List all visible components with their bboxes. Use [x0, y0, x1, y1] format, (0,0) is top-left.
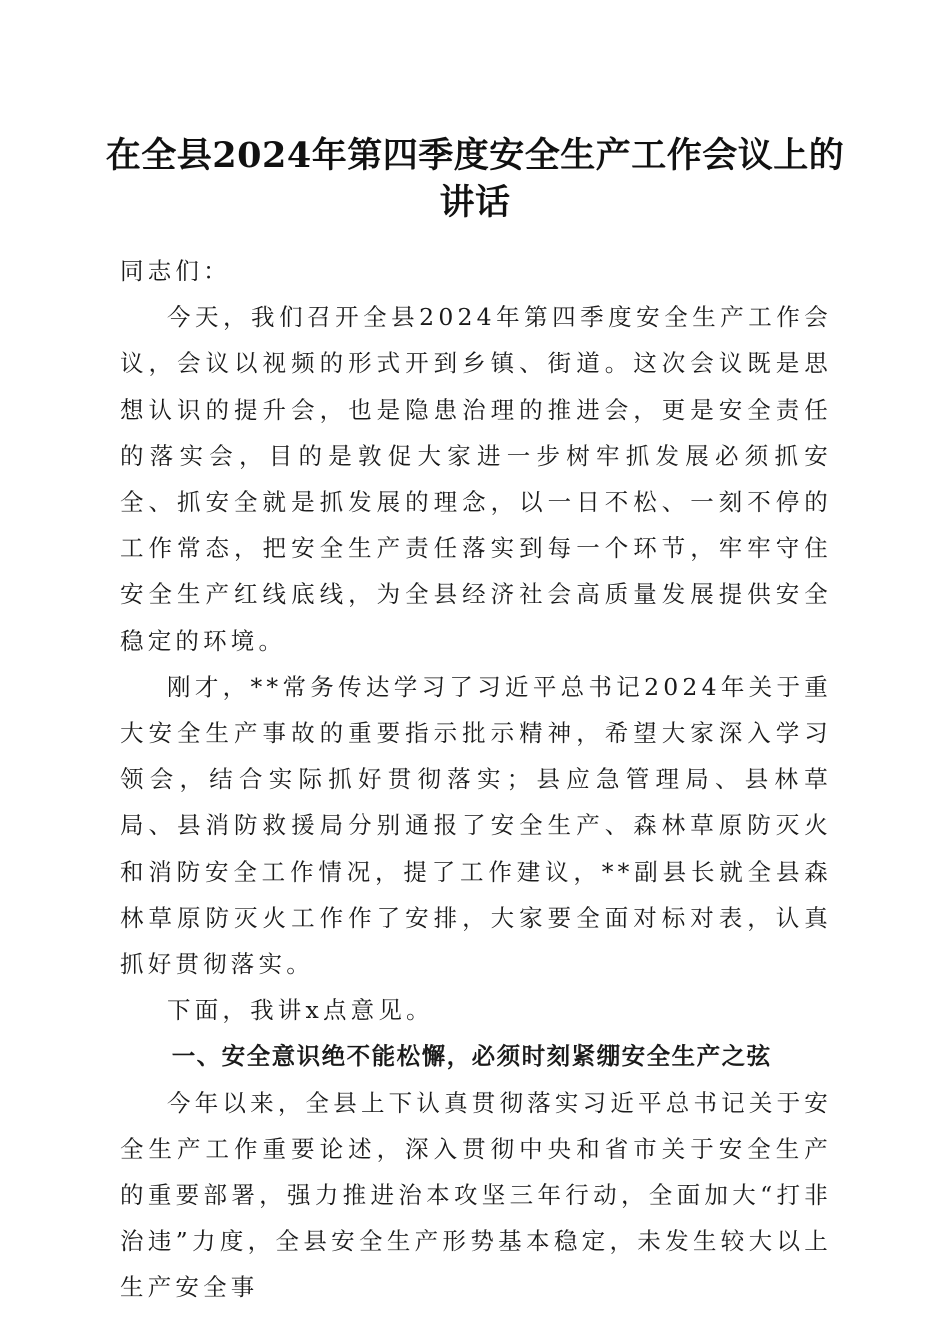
paragraph-review: 刚才，**常务传达学习了习近平总书记2024年关于重大安全生产事故的重要指示批示精神，希望大家深入学习领会，结合实际抓好贯彻落实；县应急管理局、县林草局、县消防救援局分别通报了安全生产、森林草原防灭火和消防安全工作情况，提了工作建议，**副县长就全县森林草原防灭火工作作了安排，大家要全面对标对表，认真抓好贯彻落实。 — [120, 672, 832, 979]
paragraph-opening: 今天，我们召开全县2024年第四季度安全生产工作会议，会议以视频的形式开到乡镇、街道。这次会议既是思想认识的提升会，也是隐患治理的推进会，更是安全责任的落实会，目的是敦促大家进一步树牢抓发展必须抓安全、抓安全就是抓发展的理念，以一日不松、一刻不停的工作常态，把安全生产责任落实到每一个环节，牢牢守住安全生产红线底线，为全县经济社会高质量发展提供安全稳定的环境。 — [120, 303, 832, 655]
paragraph-transition: 下面，我讲x点意见。 — [167, 996, 434, 1025]
document-title: 在全县2024年第四季度安全生产工作会议上的讲话 — [105, 135, 845, 223]
section-heading-1: 一、安全意识绝不能松懈，必须时刻紧绷安全生产之弦 — [171, 1042, 772, 1071]
paragraph-section-1: 今年以来，全县上下认真贯彻落实习近平总书记关于安全生产工作重要论述，深入贯彻中央和省市关于安全生产的重要部署，强力推进治本攻坚三年行动，全面加大“打非治违”力度，全县安全生产形势基本稳定，未发生较大以上生产安全事 — [120, 1088, 832, 1302]
salutation: 同志们： — [120, 257, 231, 285]
document-body — [120, 248, 832, 1311]
